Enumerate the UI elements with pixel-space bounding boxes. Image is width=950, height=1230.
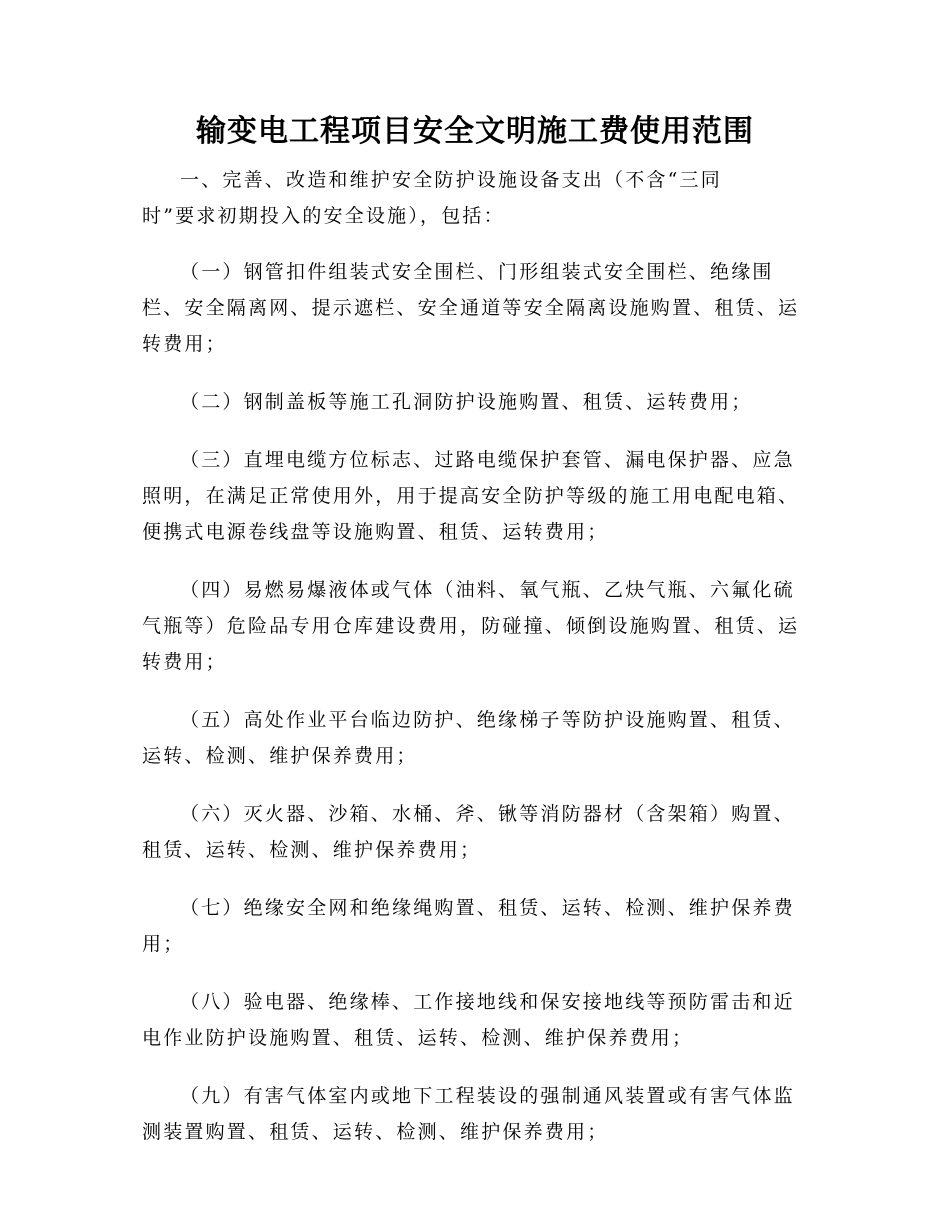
paragraph-item-4: （四）易燃易爆液体或气体（油料、氧气瓶、乙炔气瓶、六氟化硫气瓶等）危险品专用仓库建设费用，防碰撞、倾倒设施购置、租赁、运转费用； bbox=[142, 579, 800, 673]
paragraph-item-2: （二）钢制盖板等施工孔洞防护设施购置、租赁、运转费用； bbox=[180, 391, 753, 413]
paragraph-item-7: （七）绝缘安全网和绝缘绳购置、租赁、运转、检测、维护保养费用； bbox=[142, 897, 795, 955]
paragraph-item-8: （八）验电器、绝缘棒、工作接地线和保安接地线等预防雷击和近电作业防护设施购置、租赁、运转、检测、维护保养费用； bbox=[142, 991, 795, 1049]
section-heading-1: 一、完善、改造和维护安全防护设施设备支出（不含“三同时”要求初期投入的安全设施），包括： bbox=[142, 169, 722, 227]
paragraph-item-1: （一）钢管扣件组装式安全围栏、门形组装式安全围栏、绝缘围栏、安全隔离网、提示遮栏、安全通道等安全隔离设施购置、租赁、运转费用； bbox=[142, 261, 800, 355]
document-title: 输变电工程项目安全文明施工费使用范围 bbox=[196, 114, 754, 149]
paragraph-item-9: （九）有害气体室内或地下工程装设的强制通风装置或有害气体监测装置购置、租赁、运转、检测、维护保养费用； bbox=[142, 1085, 795, 1143]
paragraph-item-6: （六）灭火器、沙箱、水桶、斧、锹等消防器材（含架箱）购置、租赁、运转、检测、维护保养费用； bbox=[142, 803, 795, 861]
paragraph-item-5: （五）高处作业平台临边防护、绝缘梯子等防护设施购置、租赁、运转、检测、维护保养费用； bbox=[142, 709, 795, 767]
paragraph-item-3: （三）直埋电缆方位标志、过路电缆保护套管、漏电保护器、应急照明，在满足正常使用外，用于提高安全防护等级的施工用电配电箱、便携式电源卷线盘等设施购置、租赁、运转费用； bbox=[142, 449, 800, 543]
document-body bbox=[142, 162, 802, 1172]
